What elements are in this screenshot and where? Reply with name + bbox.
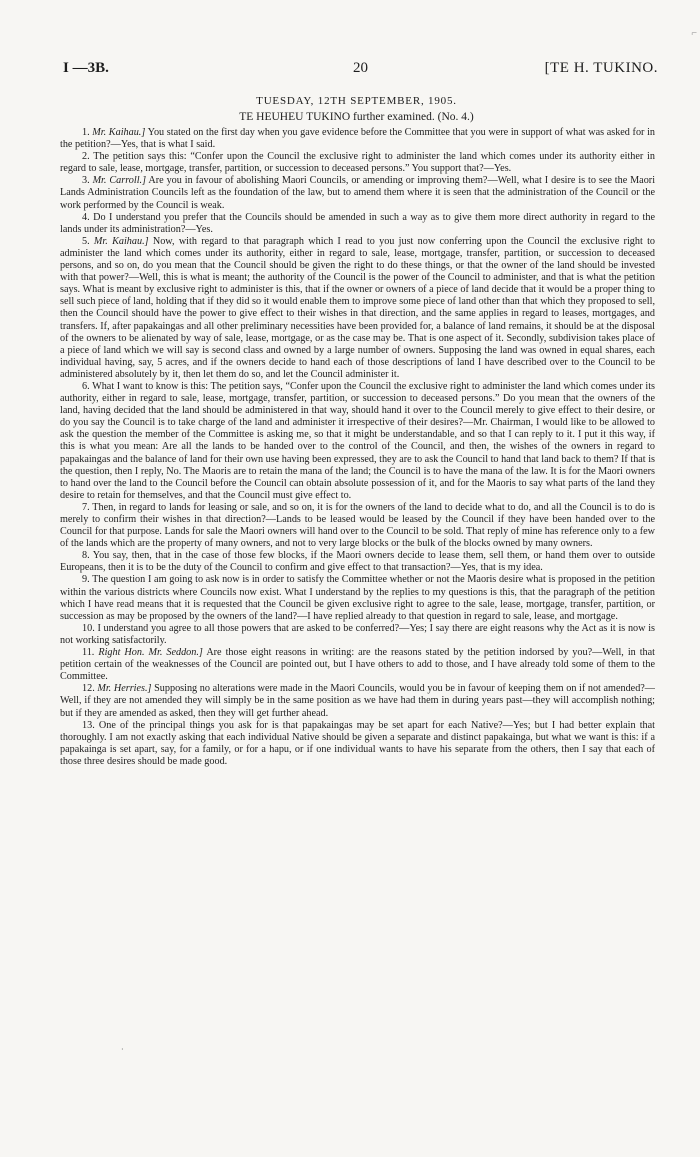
question-number: 9. [82, 574, 93, 586]
question-text: What I want to know is this: The petition says, “Confer upon the Council the exclusive right to administer the land which comes under its authority, either in regard to sale, lease, mortgage, transfer, partition, or succession to deceased persons.” Do you mean that the owners of the land, having decided that the land should be administered in that way, should hand it over to the Council merely to give effect to their desire, or do you say the Council is to take charge of the land and administer it irrespective of their desires?—Mr. Chairman, I would like to be allowed to ask the question the member of the Committee is asking me, so that it might be understandable, and so that I can reply to it. I put it this way, if this is what you mean: Are all the lands to be handed over to the control of the Council, and then, the wishes of the owners in regard to papakaingas and the balance of land for their own use having been expressed, they are to ask the Council to hand that land back to them? If that is the question, then I reply, No. The Maoris are to retain the mana of the land; the Council is to have the mana of the law. It is for the Maori owners to hand over the land to the Council before the Council can obtain absolute possession of it, and for the Maoris to say what parts of the land they desire to retain for themselves, and that the Council must give effect to. [60, 380, 655, 501]
question-text: Are you in favour of abolishing Maori Councils, or amending or improving them?—Well, what I desire is to see the Maori Lands Administration Councils left as the foundation of the law, but to amend them where it is seen that the administration of the Council or the work performed by the Council is weak. [60, 175, 656, 211]
question-number: 11. [82, 647, 99, 659]
question-paragraph [60, 647, 655, 683]
stray-mark: · [121, 1045, 124, 1054]
question-number: 3. [82, 175, 93, 187]
evidence-body [60, 127, 655, 768]
question-paragraph [60, 381, 655, 502]
question-text: You say, then, that in the case of those few blocks, if the Maori owners decide to lease them, sell them, or hand them over to outside Europeans, then it is to be the duty of the Council to confirm and give effect to that transaction?—Yes, that is my idea. [60, 550, 655, 574]
speaker-name: Mr. Carroll.] [92, 175, 147, 187]
question-paragraph [60, 127, 655, 151]
question-number: 5. [82, 235, 94, 247]
question-number: 8. [82, 550, 93, 562]
question-text: The petition says this: “Confer upon the Council the exclusive right to administer the land which comes under its authority either in regard to sale, lease, mortgage, transfer, partition, or succession to deceased persons.” You support that?—Yes. [60, 151, 655, 175]
question-paragraph [60, 683, 655, 719]
speaker-name: Mr. Kaihau.] [92, 127, 146, 138]
question-paragraph [60, 502, 655, 550]
question-text: Do I understand you prefer that the Councils should be amended in such a way as to give them more direct authority in regard to the lands under its administration?—Yes. [60, 211, 655, 235]
question-paragraph [60, 175, 655, 211]
speaker-name: Mr. Herries.] [97, 683, 152, 695]
question-paragraph [60, 212, 655, 236]
question-text: You stated on the first day when you gave evidence before the Committee that you were in support of what was asked for in the petition?—Yes, that is what I said. [60, 127, 655, 151]
question-text: Are those eight reasons in writing: are the reasons stated by the petition indorsed by you?—Well, in that petition certain of the weaknesses of the Council are pointed out, but I have others to add to those, and I have already told some of them to the Committee. [60, 647, 656, 683]
question-text: Now, with regard to that paragraph which I read to you just now conferring upon the Council the exclusive right to administer the land which comes under its authority, either in regard to sale, lease, mortgage, transfer, partition, or succession to deceased persons, and so on, do you mean that the Council should be given the right to do these things, or that the owner of the land should be invested with that power?—Well, this is what is meant; the authority of the Council is the power of the Council to administer, and that is what the petition says. What is meant by exclusive right to administer is this, that if the owner or owners of a piece of land decide that it would be a proper thing to sell such piece of land, holding that if they did so it would enable them to improve some piece of land other than that which they proposed to sell, then the Council should have the power to give effect to their wishes in that direction, and the same applies in regard to leases, mortgages, and transfers. If, after papakaingas and all other preliminary necessities have been provided for, a balance of land remains, it should be at the disposal of the owners to be alienated by way of sale, lease, mortgage, or as the case may be. That is one aspect of it. Secondly, subdivision takes place of a piece of land which we will say is second class and owned by a large number of owners. Supposing the land was owned in equal shares, each individual having, say, 5 acres, and if the owners decide to hand each of those descriptions of land I have described over to the Council to be administered absolutely by it, then let them do so, and let the Council administer it. [60, 235, 655, 380]
question-number: 2. [82, 151, 94, 163]
speaker-name: Right Hon. Mr. Seddon.] [98, 647, 203, 659]
question-text: Then, in regard to lands for leasing or sale, and so on, it is for the owners of the land to decide what to do, and all the Council is to do is merely to confirm their wishes in that direction?—Lands to be leased would be leased by the Council if they have been handed over to the Council for that purpose. Lands for sale the Maori owners will hand over to the Council to be sold. That reply of mine has reference only to a few of the lands which are the property of many owners, and not to very large blocks or the bulk of the blocks owned by many owners. [60, 501, 655, 550]
question-text: The question I am going to ask now is in order to satisfy the Committee whether or not the Maoris desire what is proposed in the petition within the various districts where Councils now exist. What I understand by the replies to my questions is this, that the paragraph of the petition which I have read means that it is requested that the Council be given exclusive right to agree to the sale, lease, mortgage, transfer, partition, or succession as may be proposed by the owners of the land?—I have replied already to that question in regard to sale, lease, and mortgage. [60, 574, 655, 622]
question-number: 13. [82, 719, 99, 731]
question-number: 7. [82, 501, 93, 513]
witness-name-header: [TE H. TUKINO. [544, 60, 658, 76]
question-paragraph [60, 574, 655, 622]
page-header [63, 60, 658, 80]
page-number: 20 [353, 60, 368, 76]
witness-subtitle: TE HEUHEU TUKINO further examined. (No. 4.) [239, 111, 474, 123]
question-number: 10. [82, 622, 98, 634]
speaker-name: Mr. Kaihau.] [93, 235, 149, 247]
question-text: Supposing no alterations were made in the Maori Councils, would you be in favour of keeping them on if not amended?—Well, if they are not amended they will simply be in the same position as we have had them in during years past—they will accomplish nothing; but if they are amended as asked, then they will get further ahead. [60, 683, 655, 719]
question-paragraph [60, 623, 655, 647]
session-date: TUESDAY, 12TH SEPTEMBER, 1905. [256, 95, 457, 107]
document-reference: I —3B. [63, 60, 109, 76]
question-text: I understand you agree to all those powers that are asked to be conferred?—Yes; I say there are eight reasons why the Act as it is now is not working satisfactorily. [60, 622, 656, 646]
question-paragraph [60, 550, 655, 574]
question-number: 12. [82, 683, 98, 695]
question-number: 4. [82, 211, 94, 223]
question-number: 1. [82, 127, 93, 138]
question-paragraph [60, 151, 655, 175]
question-paragraph [60, 720, 655, 768]
question-paragraph [60, 236, 655, 381]
question-number: 6. [82, 380, 93, 392]
page-edge-mark: ⌐ [691, 28, 697, 39]
question-text: One of the principal things you ask for is that papakaingas may be set apart for each Native?—Yes; but I had better explain that thoroughly. I am not exactly asking that each individual Native should be given a separate and distinct papakainga, but what we want is this: if a papakainga is set apart, say, for a family, or for a hapu, or if one individual wants to have his separate from the others, then I say that each of those three desires should be made good. [60, 719, 656, 767]
